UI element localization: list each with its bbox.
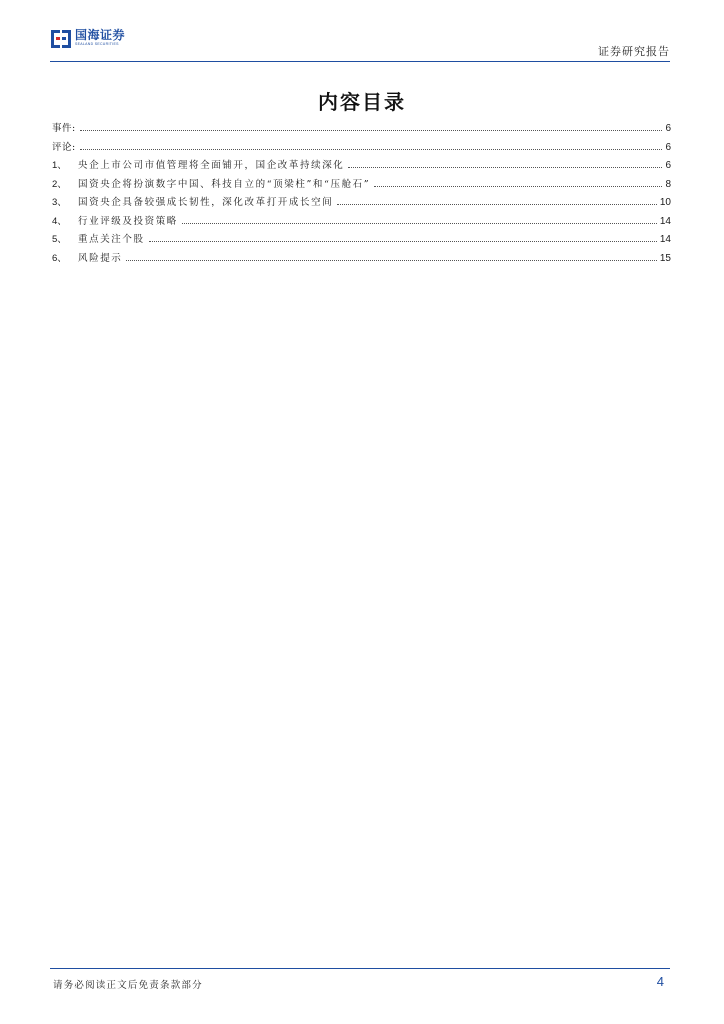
toc-entry-number: 5、 [52,234,67,245]
toc-entry-page: 10 [659,197,671,208]
toc-entry-label: 央企上市公司市值管理将全面铺开，国企改革持续深化 [78,160,345,171]
toc-entry-label: 行业评级及投资策略 [78,215,178,227]
page-footer [50,968,670,996]
report-type-label: 证券研究报告 [598,45,670,58]
toc-entry-label: 重点关注个股 [78,234,145,245]
toc-entry[interactable] [52,139,671,158]
toc-dot-leader [374,186,662,187]
disclaimer-note: 请务必阅读正文后免责条款部分 [53,980,203,991]
toc-entry-label: 国资央企具备较强成长韧性，深化改革打开成长空间 [78,197,334,208]
company-logo [50,28,125,50]
toc-entry[interactable] [52,120,671,139]
toc-title: 内容目录 [318,90,406,114]
toc-entry-label: 风险提示 [78,252,123,264]
toc-dot-leader [80,130,663,131]
page-number: 4 [656,974,664,989]
toc-entry-page: 6 [665,141,671,153]
toc-dot-leader [182,223,657,224]
toc-entry-number: 6、 [52,252,67,264]
toc-entry-label: 国资央企将扮演数字中国、科技自立的“顶梁柱”和“压舱石” [78,178,371,190]
toc-entry-number: 3、 [52,197,67,208]
toc-entry-label: 事件: [52,123,76,134]
toc-entry-label: 评论: [52,141,76,153]
table-of-contents [52,120,671,268]
logo-name-en: SEALAND SECURITIES [75,42,119,46]
toc-dot-leader [149,241,657,242]
page-header [50,28,670,62]
toc-entry-number: 1、 [52,160,67,171]
toc-entry-page: 6 [665,160,671,171]
sealand-logo-icon [50,28,72,50]
toc-entry-page: 6 [665,123,671,134]
toc-entry-page: 14 [659,234,671,245]
toc-entry[interactable] [52,213,671,232]
toc-entry-page: 15 [659,252,671,264]
toc-entry-number: 4、 [52,215,67,227]
toc-dot-leader [80,149,663,150]
logo-name-cn: 国海证券 [75,28,126,42]
toc-dot-leader [337,204,657,205]
toc-entry[interactable] [52,176,671,195]
toc-entry[interactable] [52,250,671,269]
toc-entry[interactable] [52,231,671,250]
toc-dot-leader [348,167,662,168]
toc-entry-page: 8 [665,178,671,190]
toc-entry-page: 14 [659,215,671,227]
toc-entry-number: 2、 [52,178,67,190]
toc-entry[interactable] [52,194,671,213]
toc-dot-leader [126,260,656,261]
toc-entry[interactable] [52,157,671,176]
